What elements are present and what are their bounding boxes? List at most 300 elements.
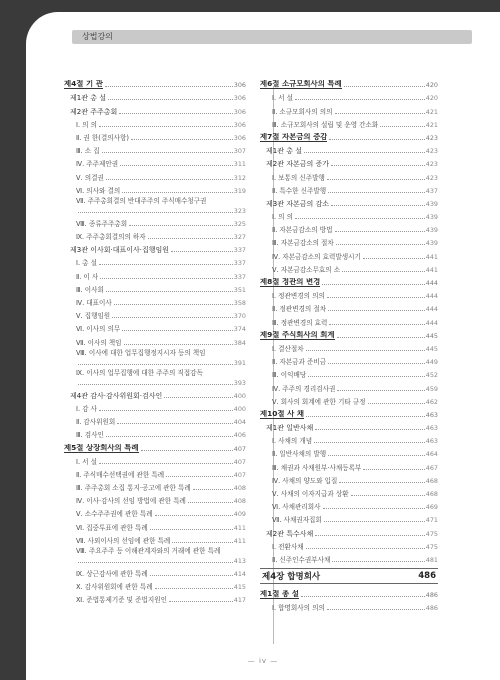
dot-leader: [322, 284, 425, 285]
dot-leader: [337, 337, 425, 338]
toc-entry-page: 423: [425, 147, 438, 156]
chapter-page: 486: [418, 570, 436, 581]
toc-entry-title: 제4절 기 관: [64, 80, 103, 89]
chapter-title: 제4장 합명회사: [262, 571, 321, 582]
toc-entry-page: 337: [233, 246, 246, 255]
toc-entry[interactable]: [260, 524, 438, 537]
toc-entry-title: Ⅱ. 정관변경의 절차: [272, 305, 327, 314]
toc-entry-page: 471: [425, 516, 438, 525]
toc-entry-title: Ⅵ. 집중투표에 관한 특례: [76, 523, 148, 532]
toc-entry[interactable]: [64, 281, 246, 294]
toc-entry-title: Ⅸ. 주주총회결의의 하자: [76, 233, 146, 242]
toc-entry-title: 제10절 사 채: [260, 409, 304, 418]
toc-entry[interactable]: [64, 466, 246, 479]
toc-entry[interactable]: [64, 347, 246, 357]
toc-entry[interactable]: [64, 532, 246, 545]
dot-leader: [188, 502, 233, 503]
dot-leader: [172, 542, 233, 543]
toc-continuation[interactable]: [64, 205, 246, 215]
toc-entry-title: Ⅰ. 의 의: [272, 213, 293, 222]
toc-entry-page: 445: [425, 331, 438, 340]
toc-entry-title: Ⅳ. 주주제안권: [76, 160, 119, 169]
toc-entry-page: 325: [233, 219, 246, 228]
toc-entry-page: 337: [233, 259, 246, 268]
toc-entry-page: 400: [233, 404, 246, 413]
toc-entry[interactable]: [64, 102, 246, 115]
toc-entry[interactable]: [260, 168, 438, 181]
toc-entry-page: 421: [425, 107, 438, 116]
dot-leader: [308, 376, 425, 377]
toc-entry[interactable]: [260, 511, 438, 524]
toc-entry-page: 408: [233, 497, 246, 506]
toc-entry-page: 311: [233, 160, 246, 169]
dot-leader: [301, 596, 425, 597]
toc-entry-title: 제3관 자본금의 감소: [266, 199, 329, 208]
toc-entry[interactable]: [260, 340, 438, 353]
dot-leader: [124, 344, 233, 345]
toc-entry-page: 306: [233, 94, 246, 103]
toc-entry-page: 411: [233, 536, 246, 545]
toc-entry-page: 411: [233, 523, 246, 532]
toc-entry[interactable]: [260, 221, 438, 234]
toc-entry-title: Ⅰ. 결산절차: [272, 344, 304, 353]
toc-entry[interactable]: [64, 492, 246, 505]
toc-entry-title: Ⅰ. 정관변경의 의의: [272, 292, 325, 301]
toc-entry[interactable]: [64, 155, 246, 168]
toc-entry-title: Ⅱ. 특수한 신주발행: [272, 186, 327, 195]
toc-entry[interactable]: [64, 591, 246, 604]
toc-entry-page: 374: [233, 325, 246, 334]
toc-entry[interactable]: [260, 458, 438, 471]
toc-entry[interactable]: [260, 182, 438, 195]
toc-entry-page: 327: [233, 233, 246, 242]
dot-leader: [304, 152, 425, 153]
toc-entry-title: Ⅴ. 소수주주권에 관한 특례: [76, 510, 153, 519]
toc-entry[interactable]: [64, 182, 246, 195]
page-number: — iv —: [247, 657, 279, 665]
toc-entry-page: 486: [425, 591, 438, 600]
dot-leader: [112, 317, 233, 318]
toc-entry[interactable]: [260, 247, 438, 260]
chapter-heading[interactable]: [260, 568, 438, 584]
toc-entry-title: 제2관 자본금의 증가: [266, 160, 329, 169]
dot-leader: [314, 442, 425, 443]
dot-leader: [351, 495, 425, 496]
toc-entry-title: Ⅸ. 이사의 업무집행에 대한 주주의 직접감독: [76, 368, 203, 377]
toc-entry[interactable]: [64, 89, 246, 102]
toc-entry-title: Ⅱ. 이 사: [76, 272, 99, 281]
toc-entry-page: 414: [233, 570, 246, 578]
dot-leader: [119, 113, 233, 114]
toc-entry-title: 제3관 이사회·대표이사·집행임원: [70, 246, 170, 255]
dot-leader: [155, 515, 233, 516]
toc-entry[interactable]: [64, 307, 246, 320]
toc-entry-title: Ⅳ. 자본금감소의 효력발생시기: [272, 252, 361, 261]
dot-leader: [148, 238, 233, 239]
dot-leader: [342, 271, 425, 272]
dot-leader: [193, 489, 233, 490]
dot-leader: [99, 463, 233, 464]
toc-entry-page: 439: [425, 199, 438, 208]
toc-entry[interactable]: [64, 453, 246, 466]
toc-entry-page: 420: [425, 81, 438, 90]
dot-leader: [164, 397, 233, 398]
toc-entry-title: Ⅱ. 권 한(결의사항): [76, 133, 129, 142]
toc-entry-page: 475: [425, 542, 438, 551]
toc-entry-title: Ⅲ. 이익배당: [272, 371, 307, 380]
toc-entry-page: 306: [233, 133, 246, 142]
toc-entry[interactable]: [260, 129, 438, 142]
dot-leader: [78, 384, 233, 385]
toc-entry-title: Ⅱ. 감사위원회: [76, 418, 116, 427]
dot-leader: [328, 192, 425, 193]
dot-leader: [336, 244, 425, 245]
toc-entry-title: Ⅳ. 사채의 양도와 입질: [272, 476, 338, 485]
toc-entry-title: Ⅷ. 주요주주 등 이해관계자와의 거래에 관한 특례: [76, 546, 221, 555]
dot-leader: [114, 304, 233, 305]
dot-leader: [122, 192, 233, 193]
toc-entry-page: 444: [425, 279, 438, 287]
dot-leader: [106, 291, 233, 292]
toc-entry-page: 462: [425, 397, 438, 406]
toc-entry-title: 제9절 주식회사의 회계: [260, 330, 335, 339]
toc-entry-title: Ⅵ. 이사의 의무: [76, 325, 121, 334]
toc-entry-title: Ⅱ. 자본금과 준비금: [272, 358, 327, 367]
toc-entry-page: 441: [425, 265, 438, 274]
toc-entry-page: 486: [425, 604, 438, 613]
toc-entry-page: 444: [425, 292, 438, 301]
toc-entry-title: Ⅶ. 이사의 책임: [76, 338, 122, 347]
toc-entry-title: Ⅶ. 사외이사의 선임에 관한 특례: [76, 536, 171, 545]
dot-leader: [171, 251, 233, 252]
toc-entry-title: 제1관 일반사채: [266, 424, 314, 433]
dot-leader: [99, 410, 233, 411]
toc-entry[interactable]: [64, 545, 246, 555]
toc-entry[interactable]: [260, 472, 438, 485]
toc-entry-page: 415: [233, 583, 246, 592]
toc-entry[interactable]: [260, 586, 438, 599]
toc-entry-title: Ⅵ. 의사와 결의: [76, 186, 121, 195]
toc-entry-page: 337: [233, 272, 246, 281]
dot-leader: [328, 310, 425, 311]
toc-entry-title: Ⅰ. 사채의 개념: [272, 437, 313, 446]
dot-leader: [331, 165, 425, 166]
dot-leader: [380, 126, 425, 127]
toc-entry[interactable]: [260, 419, 438, 432]
toc-entry-page: 423: [425, 160, 438, 169]
toc-entry-page: 481: [425, 555, 438, 564]
toc-entry[interactable]: [260, 393, 438, 406]
toc-entry-title: Ⅺ. 준법통제기준 및 준법지원인: [76, 596, 167, 605]
dot-leader: [306, 350, 425, 351]
toc-entry-title: Ⅰ. 감 사: [76, 404, 97, 413]
toc-entry[interactable]: [64, 215, 246, 228]
toc-entry-page: 408: [233, 484, 246, 493]
dot-leader: [169, 601, 233, 602]
toc-entry-title: Ⅱ. 주식매수선택권에 관한 특례: [76, 470, 165, 479]
dot-leader: [78, 562, 233, 563]
toc-entry[interactable]: [64, 518, 246, 531]
toc-entry-title: 제1관 총 설: [266, 147, 302, 156]
dot-leader: [368, 403, 425, 404]
toc-entry-title: Ⅲ. 자본금감소의 절차: [272, 239, 334, 248]
toc-entry-title: Ⅴ. 사채의 이자지급과 상환: [272, 490, 349, 498]
dot-leader: [141, 450, 233, 451]
toc-entry-title: Ⅴ. 회사의 회계에 관한 기타 규정: [272, 397, 366, 406]
toc-right-column: [260, 76, 438, 612]
dot-leader: [335, 113, 425, 114]
dot-leader: [131, 139, 233, 140]
toc-entry[interactable]: [64, 116, 246, 129]
toc-entry-title: Ⅵ. 사채관리회사: [272, 503, 321, 512]
toc-entry-page: 467: [425, 463, 438, 472]
toc-entry-page: 407: [233, 457, 246, 466]
toc-entry-title: Ⅰ. 보통의 신주발행: [272, 173, 325, 182]
toc-entry[interactable]: [260, 599, 438, 612]
dot-leader: [78, 212, 233, 213]
toc-entry[interactable]: [64, 387, 246, 400]
toc-entry-title: Ⅴ. 자본금감소무효의 소: [272, 265, 341, 274]
dot-leader: [329, 139, 424, 140]
toc-entry-page: 468: [425, 476, 438, 485]
toc-entry-page: 306: [233, 120, 246, 129]
toc-entry[interactable]: [64, 505, 246, 518]
dot-leader: [120, 165, 233, 166]
toc-entry-page: 409: [233, 510, 246, 519]
toc-entry[interactable]: [260, 300, 438, 313]
toc-entry-title: Ⅰ. 전환사채: [272, 542, 304, 551]
toc-entry-page: 406: [233, 431, 246, 440]
toc-entry-page: 384: [233, 338, 246, 347]
toc-entry-page: 307: [233, 147, 246, 156]
toc-continuation[interactable]: [64, 377, 246, 387]
toc-entry-page: 437: [425, 186, 438, 195]
toc-entry[interactable]: [260, 142, 438, 155]
toc-entry-page: 306: [233, 81, 246, 90]
toc-entry[interactable]: [260, 287, 438, 300]
toc-entry[interactable]: [64, 254, 246, 267]
toc-entry[interactable]: [64, 195, 246, 205]
toc-entry-page: 441: [425, 252, 438, 261]
dot-leader: [327, 609, 425, 610]
toc-entry[interactable]: [260, 234, 438, 247]
dot-leader: [106, 436, 233, 437]
toc-entry[interactable]: [64, 578, 246, 591]
toc-entry-page: 417: [233, 596, 246, 605]
toc-entry-page: 423: [425, 173, 438, 182]
toc-entry[interactable]: [64, 565, 246, 578]
dot-leader: [117, 423, 233, 424]
toc-entry[interactable]: [64, 76, 246, 89]
toc-entry[interactable]: [64, 294, 246, 307]
book-title: 상법강의: [82, 32, 113, 41]
dot-leader: [155, 588, 233, 589]
toc-entry-page: 449: [425, 358, 438, 367]
dot-leader: [327, 297, 425, 298]
toc-entry[interactable]: [64, 241, 246, 254]
toc-entry[interactable]: [64, 400, 246, 413]
toc-entry-page: 463: [425, 424, 438, 433]
toc-entry-title: Ⅳ. 이사·감사의 선임 방법에 관한 특례: [76, 497, 186, 506]
toc-entry-page: 319: [233, 186, 246, 195]
toc-entry[interactable]: [260, 432, 438, 445]
toc-entry-title: Ⅶ. 주주총회결의 반대주주의 주식매수청구권: [76, 196, 207, 205]
toc-continuation[interactable]: [64, 357, 246, 367]
toc-entry-title: 제4관 감사·감사위원회·검사인: [70, 391, 163, 400]
toc-entry-page: 468: [425, 490, 438, 498]
toc-entry[interactable]: [260, 498, 438, 511]
toc-entry-title: Ⅱ. 신주인수권부사채: [272, 555, 331, 564]
toc-entry-title: Ⅳ. 주주의 경리검사권: [272, 384, 336, 393]
toc-entry[interactable]: [64, 367, 246, 377]
toc-entry[interactable]: [260, 485, 438, 498]
toc-entry[interactable]: [260, 379, 438, 392]
toc-entry[interactable]: [260, 116, 438, 129]
toc-entry[interactable]: [64, 413, 246, 426]
toc-entry[interactable]: [64, 320, 246, 333]
dot-leader: [331, 205, 425, 206]
dot-leader: [328, 363, 425, 364]
toc-entry-page: 439: [425, 213, 438, 222]
toc-entry-title: Ⅰ. 서 설: [76, 457, 97, 466]
toc-entry-title: Ⅸ. 상근감사에 관한 특례: [76, 570, 148, 578]
toc-entry-page: 445: [425, 344, 438, 353]
dot-leader: [335, 231, 425, 232]
toc-entry-page: 469: [425, 503, 438, 512]
toc-entry-page: 439: [425, 226, 438, 235]
toc-entry-page: 444: [425, 305, 438, 314]
dot-leader: [323, 508, 425, 509]
dot-leader: [328, 455, 425, 456]
running-header: [72, 30, 472, 44]
toc-entry[interactable]: [260, 208, 438, 221]
toc-entry-title: Ⅷ. 종류주주총회: [76, 219, 128, 228]
dot-leader: [166, 476, 233, 477]
toc-entry-title: Ⅶ. 사채권자집회: [272, 516, 322, 525]
toc-entry[interactable]: [260, 538, 438, 551]
toc-entry-page: 475: [425, 529, 438, 538]
dot-leader: [337, 390, 424, 391]
toc-entry[interactable]: [64, 228, 246, 241]
dot-leader: [329, 324, 424, 325]
toc-entry-title: 제2관 주주총회: [70, 107, 118, 116]
dot-leader: [100, 278, 233, 279]
toc-entry-title: Ⅲ. 소 집: [76, 147, 100, 156]
toc-entry[interactable]: [260, 366, 438, 379]
toc-entry[interactable]: [260, 313, 438, 326]
toc-entry-page: 391: [233, 358, 246, 367]
toc-entry[interactable]: [64, 142, 246, 155]
dot-leader: [108, 99, 233, 100]
toc-entry[interactable]: [260, 89, 438, 102]
toc-entry[interactable]: [260, 406, 438, 419]
toc-entry-page: 464: [425, 450, 438, 459]
dot-leader: [295, 218, 425, 219]
toc-entry-title: 제2관 특수사채: [266, 529, 314, 538]
toc-entry[interactable]: [260, 195, 438, 208]
toc-entry-page: 358: [233, 299, 246, 307]
toc-entry[interactable]: [260, 76, 438, 89]
toc-entry[interactable]: [260, 327, 438, 340]
toc-entry[interactable]: [64, 333, 246, 346]
toc-entry[interactable]: [64, 168, 246, 181]
toc-entry-title: 제6절 소규모회사의 특례: [260, 80, 342, 89]
toc-entry-title: 제5절 상장회사의 특례: [64, 443, 139, 452]
toc-entry-title: Ⅴ. 집행임원: [76, 312, 111, 321]
toc-entry-page: 452: [425, 371, 438, 380]
toc-entry[interactable]: [64, 479, 246, 492]
toc-entry[interactable]: [64, 426, 246, 439]
toc-entry[interactable]: [260, 102, 438, 115]
dot-leader: [332, 561, 424, 562]
toc-entry-title: 제1관 총 설: [70, 94, 106, 103]
toc-entry-title: 제1절 총 설: [260, 590, 299, 599]
toc-entry-page: 393: [233, 378, 246, 387]
dot-leader: [363, 258, 425, 259]
toc-entry[interactable]: [260, 445, 438, 458]
dot-leader: [327, 179, 425, 180]
toc-entry-title: Ⅰ. 서 설: [272, 94, 293, 103]
toc-entry-title: Ⅱ. 자본금감소의 방법: [272, 226, 333, 235]
toc-entry-title: Ⅲ. 검사인: [76, 431, 104, 440]
dot-leader: [363, 469, 424, 470]
toc-entry-page: 459: [425, 384, 438, 393]
dot-leader: [150, 529, 233, 530]
toc-entry[interactable]: [64, 439, 246, 452]
dot-leader: [122, 330, 233, 331]
toc-entry-title: Ⅹ. 감사위원회에 관한 특례: [76, 583, 153, 592]
toc-entry-title: Ⅲ. 채권과 사채원부·사채등록부: [272, 463, 362, 472]
toc-entry[interactable]: [260, 274, 438, 287]
toc-entry-title: 제7절 자본금의 증감: [260, 132, 328, 141]
toc-entry-page: 423: [425, 133, 438, 142]
toc-entry[interactable]: [260, 261, 438, 274]
dot-leader: [344, 86, 425, 87]
dot-leader: [129, 225, 233, 226]
toc-entry-page: 351: [233, 285, 246, 294]
dot-leader: [306, 416, 425, 417]
toc-entry-title: Ⅲ. 주주총회 소집 통지·공고에 관한 특례: [76, 484, 191, 493]
dot-leader: [78, 364, 233, 365]
dot-leader: [324, 521, 425, 522]
dot-leader: [106, 179, 233, 180]
toc-entry-title: Ⅴ. 의결권: [76, 173, 104, 182]
dot-leader: [99, 264, 233, 265]
toc-entry[interactable]: [64, 129, 246, 142]
toc-continuation[interactable]: [64, 555, 246, 565]
toc-entry[interactable]: [260, 551, 438, 564]
toc-entry-page: 407: [233, 470, 246, 479]
toc-entry-page: 404: [233, 418, 246, 427]
toc-left-column: [64, 76, 246, 604]
toc-entry-page: 420: [425, 94, 438, 103]
toc-entry-page: 370: [233, 312, 246, 321]
toc-entry-page: 463: [425, 437, 438, 446]
toc-entry-title: 제8절 정관의 변경: [260, 278, 321, 286]
toc-entry-title: Ⅱ. 소규모회사의 의의: [272, 107, 333, 116]
toc-entry[interactable]: [64, 267, 246, 280]
toc-entry[interactable]: [260, 155, 438, 168]
toc-entry-title: Ⅱ. 일반사채의 발행: [272, 450, 327, 459]
toc-entry-title: Ⅰ. 총 설: [76, 259, 97, 268]
dot-leader: [315, 429, 425, 430]
toc-entry-title: Ⅰ. 의 의: [76, 120, 97, 129]
toc-entry-title: Ⅲ. 소규모회사의 설립 및 운영 간소화: [272, 120, 379, 129]
toc-entry-page: 463: [425, 410, 438, 419]
toc-entry[interactable]: [260, 353, 438, 366]
toc-entry-page: 413: [233, 556, 246, 565]
dot-leader: [102, 152, 233, 153]
